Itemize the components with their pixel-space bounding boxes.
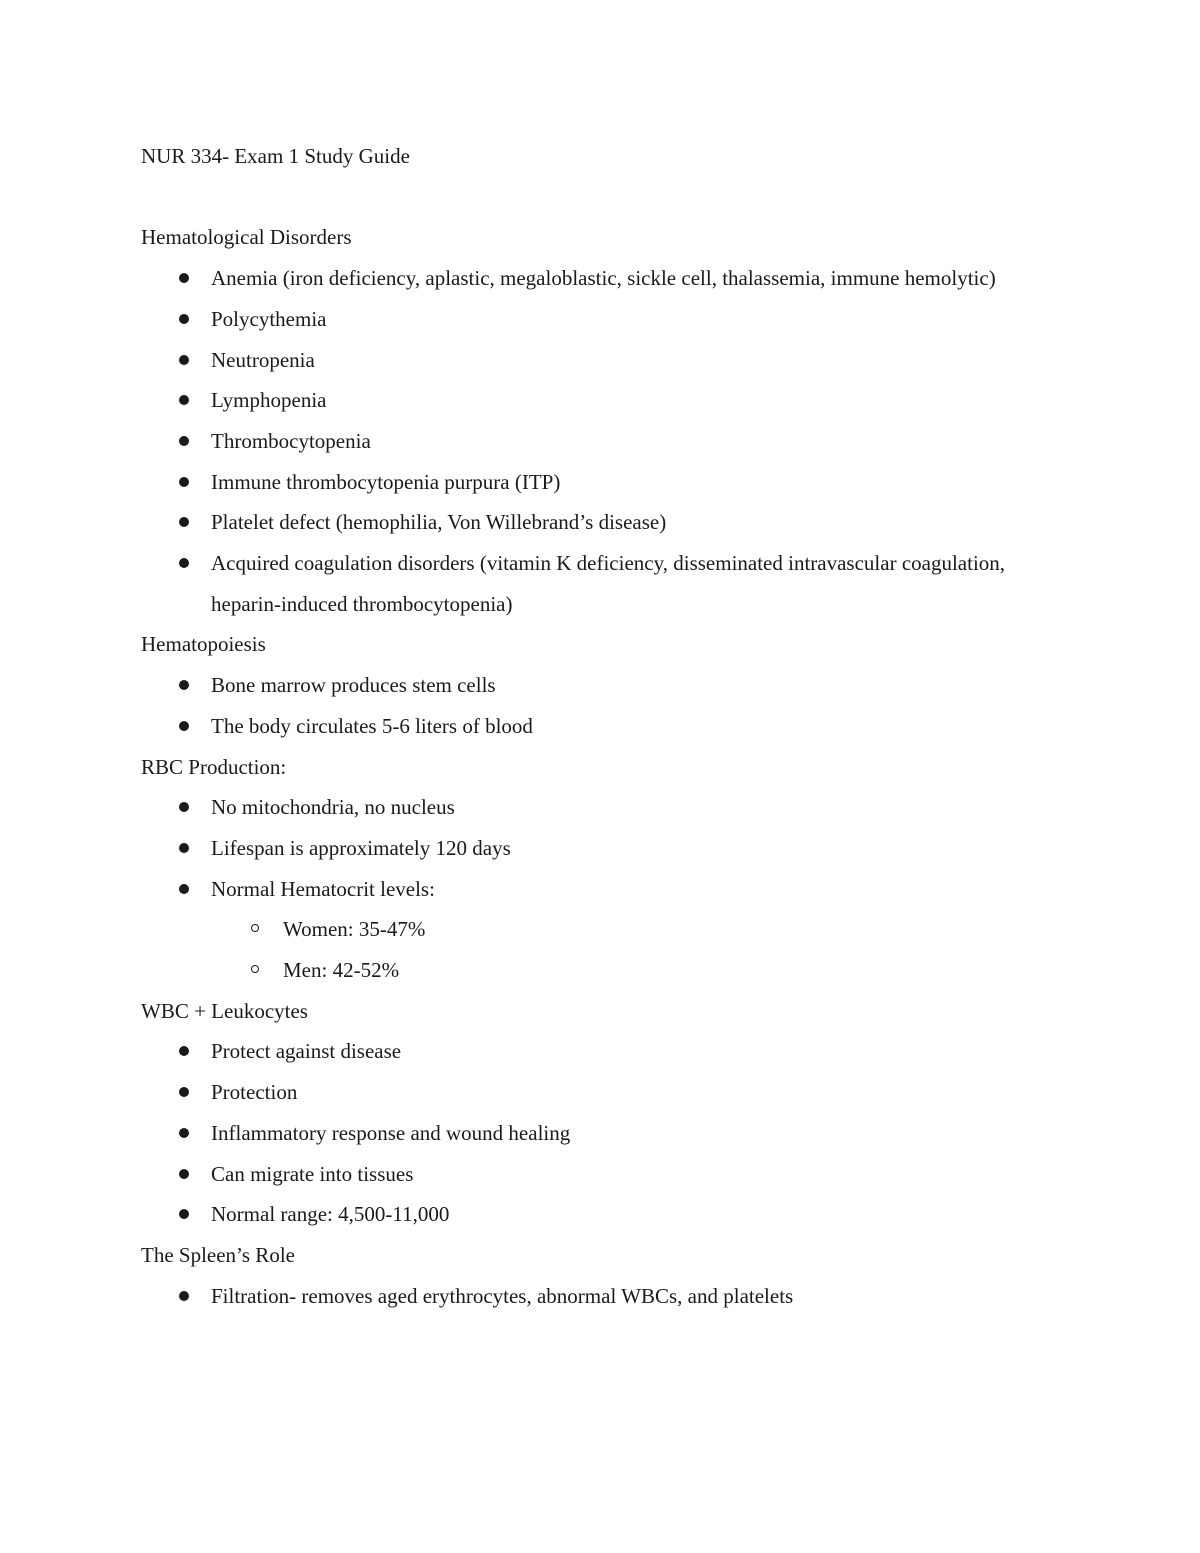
list-item <box>211 787 1041 828</box>
list-item-text: Inflammatory response and wound healing <box>211 1120 571 1145</box>
list-item-text: Filtration- removes aged erythrocytes, abnormal WBCs, and platelets <box>211 1283 794 1308</box>
sub-list-item-text: Women: 35-47% <box>283 917 426 942</box>
list-item <box>211 543 1041 624</box>
hollow-bullet-icon <box>251 924 259 932</box>
bullet-icon <box>179 355 189 365</box>
list-item <box>211 421 1041 462</box>
bullet-icon <box>179 1087 189 1097</box>
bullet-list <box>141 665 1041 746</box>
section-wbc-leukocytes <box>141 991 1041 1235</box>
bullet-icon <box>179 314 189 324</box>
list-item <box>211 380 1041 421</box>
list-item-text: Polycythemia <box>211 306 327 331</box>
bullet-list <box>141 1031 1041 1235</box>
bullet-icon <box>179 273 189 283</box>
bullet-icon <box>179 1209 189 1219</box>
list-item <box>211 1072 1041 1113</box>
bullet-icon <box>179 395 189 405</box>
sub-list-item <box>283 909 1041 950</box>
list-item-text: Immune thrombocytopenia purpura (ITP) <box>211 469 561 494</box>
bullet-icon <box>179 843 189 853</box>
bullet-list <box>141 258 1041 624</box>
bullet-icon <box>179 802 189 812</box>
list-item-text: Can migrate into tissues <box>211 1161 414 1186</box>
list-item-text: Protect against disease <box>211 1039 402 1064</box>
sub-list-item-text: Men: 42-52% <box>283 958 400 983</box>
list-item-text: Thrombocytopenia <box>211 428 371 453</box>
section-spleen-role <box>141 1235 1041 1316</box>
list-item-text: No mitochondria, no nucleus <box>211 795 455 820</box>
bullet-list <box>141 1276 1041 1317</box>
bullet-icon <box>179 558 189 568</box>
list-item-text: Bone marrow produces stem cells <box>211 673 496 698</box>
list-item-text: Lymphopenia <box>211 388 327 413</box>
list-item <box>211 1113 1041 1154</box>
list-item-text: The body circulates 5-6 liters of blood <box>211 713 533 738</box>
section-hematological-disorders <box>141 217 1041 624</box>
sub-list-item <box>283 950 1041 991</box>
list-item <box>211 462 1041 503</box>
bullet-icon <box>179 680 189 690</box>
sub-bullet-list <box>211 909 1041 990</box>
bullet-icon <box>179 436 189 446</box>
section-hematopoiesis <box>141 624 1041 746</box>
list-item <box>211 502 1041 543</box>
section-heading: The Spleen’s Role <box>141 1242 295 1267</box>
document-page <box>141 136 1041 1316</box>
bullet-icon <box>179 1128 189 1138</box>
list-item-text: Lifespan is approximately 120 days <box>211 835 511 860</box>
list-item-text: Normal Hematocrit levels: <box>211 876 435 901</box>
bullet-icon <box>179 517 189 527</box>
list-item-text: Protection <box>211 1080 298 1105</box>
list-item-text: Platelet defect (hemophilia, Von Willebrand’s disease) <box>211 510 667 535</box>
section-rbc-production <box>141 747 1041 991</box>
list-item <box>211 706 1041 747</box>
section-heading: WBC + Leukocytes <box>141 998 308 1023</box>
list-item-text: Anemia (iron deficiency, aplastic, megaloblastic, sickle cell, thalassemia, immune hemolytic) <box>211 266 996 291</box>
list-item <box>211 1276 1041 1317</box>
bullet-icon <box>179 721 189 731</box>
section-heading: Hematological Disorders <box>141 225 352 250</box>
list-item <box>211 869 1041 991</box>
document-title: NUR 334- Exam 1 Study Guide <box>141 144 410 168</box>
list-item <box>211 1031 1041 1072</box>
list-item <box>211 665 1041 706</box>
list-item <box>211 1194 1041 1235</box>
list-item-text: Normal range: 4,500-11,000 <box>211 1202 450 1227</box>
list-item <box>211 1154 1041 1195</box>
list-item <box>211 299 1041 340</box>
bullet-icon <box>179 477 189 487</box>
bullet-icon <box>179 1291 189 1301</box>
bullet-icon <box>179 1169 189 1179</box>
bullet-list <box>141 787 1041 991</box>
hollow-bullet-icon <box>251 965 259 973</box>
list-item-text: Acquired coagulation disorders (vitamin K deficiency, disseminated intravascular coagulation, heparin-induced thrombocytopenia) <box>211 551 1006 616</box>
list-item-text: Neutropenia <box>211 347 315 372</box>
bullet-icon <box>179 884 189 894</box>
list-item <box>211 828 1041 869</box>
list-item <box>211 258 1041 299</box>
list-item <box>211 340 1041 381</box>
section-heading: Hematopoiesis <box>141 632 266 657</box>
bullet-icon <box>179 1046 189 1056</box>
section-heading: RBC Production: <box>141 754 287 779</box>
